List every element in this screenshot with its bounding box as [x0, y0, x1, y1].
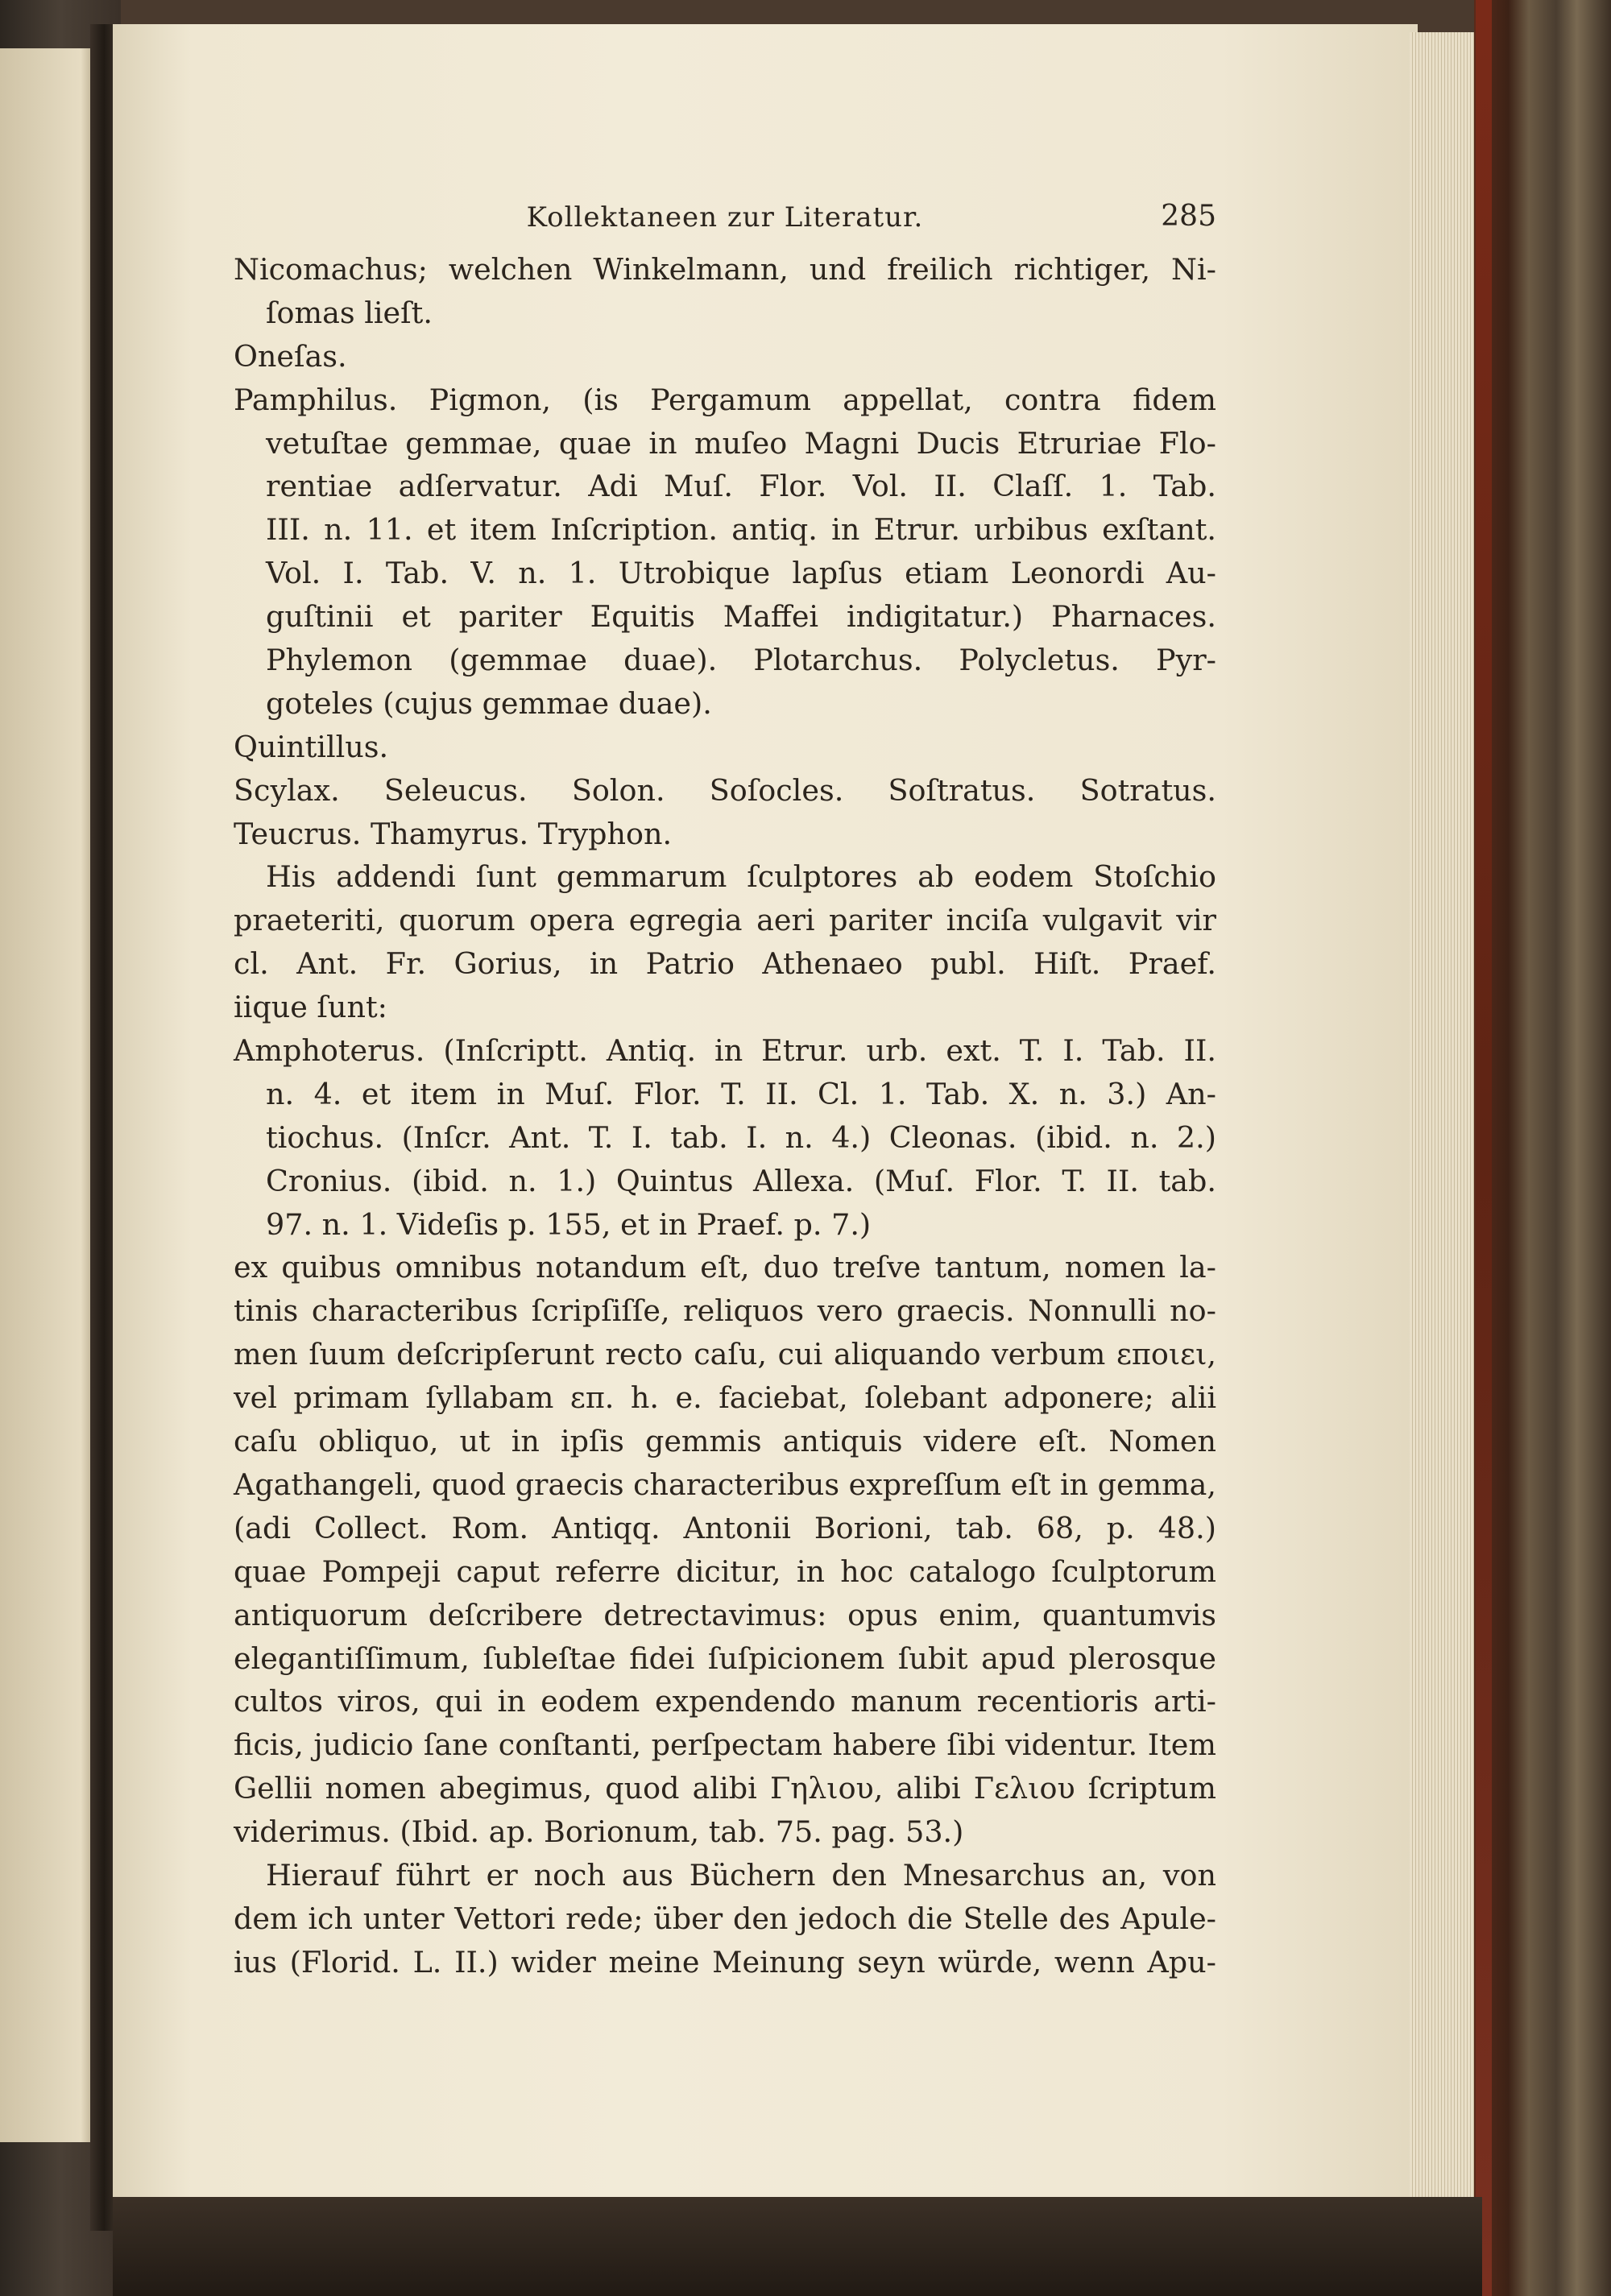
- text-line: Oneſas.: [234, 338, 347, 374]
- text-line: Pamphilus. Pigmon, (is Pergamum appellat, contra fidem: [234, 382, 1216, 417]
- text-line: His addendi ſunt gemmarum ſculptores ab eodem Stoſchio: [266, 859, 1216, 895]
- text-line: cultos viros, qui in eodem expendendo manum recentioris arti-: [234, 1684, 1216, 1719]
- text-line: III. n. 11. et item Inſcription. antiq. in Etrur. urbibus exſtant.: [266, 512, 1216, 548]
- text-line: Amphoterus. (Inſcriptt. Antiq. in Etrur. urb. ext. T. I. Tab. II.: [234, 1033, 1216, 1069]
- page-number: 285: [1161, 200, 1216, 233]
- bottom-shadow: [113, 2197, 1482, 2296]
- text-line: guſtinii et pariter Equitis Maffei indigitatur.) Pharnaces.: [266, 599, 1216, 635]
- page-header: [234, 192, 1216, 248]
- text-line: Scylax. Seleucus. Solon. Soſocles. Soſtratus. Sotratus.: [234, 772, 1216, 808]
- text-line: quae Pompeji caput referre dicitur, in hoc catalogo ſculptorum: [234, 1553, 1216, 1589]
- text-line: Vol. I. Tab. V. n. 1. Utrobique lapſus etiam Leonordi Au-: [266, 556, 1216, 591]
- cover-leather-edge: [1476, 0, 1492, 2296]
- running-head: Kollektaneen zur Literatur.: [526, 201, 924, 234]
- text-line: n. 4. et item in Muſ. Flor. T. II. Cl. 1. Tab. X. n. 3.) An-: [266, 1076, 1216, 1111]
- marbled-cover: [1474, 0, 1611, 2296]
- page-block-edges: [1410, 32, 1476, 2207]
- text-line: Phylemon (gemmae duae). Plotarchus. Polycletus. Pyr-: [266, 643, 1216, 678]
- facing-page-edge: [0, 48, 95, 2142]
- text-line: iique ſunt:: [234, 990, 387, 1025]
- text-line: cl. Ant. Fr. Gorius, in Patrio Athenaeo publ. Hiſt. Praef.: [234, 946, 1216, 982]
- text-line: Hierauf führt er noch aus Büchern den Mnesarchus an, von: [266, 1857, 1216, 1893]
- text-line: tinis characteribus ſcripſiſſe, reliquos vero graecis. Nonnulli no-: [234, 1293, 1216, 1329]
- text-line: ius (Florid. L. II.) wider meine Meinung seyn würde, wenn Apu-: [234, 1944, 1216, 1980]
- text-line: caſu obliquo, ut in ipſis gemmis antiquis videre eſt. Nomen: [234, 1424, 1216, 1459]
- text-line: (adi Collect. Rom. Antiqq. Antonii Borioni, tab. 68, p. 48.): [234, 1510, 1216, 1545]
- text-line: viderimus. (Ibid. ap. Borionum, tab. 75. pag. 53.): [234, 1814, 964, 1850]
- text-line: Teucrus. Thamyrus. Tryphon.: [234, 816, 673, 851]
- text-line: ficis, judicio ſane conſtanti, perſpectam habere ſibi videntur. Item: [234, 1727, 1216, 1763]
- text-line: ex quibus omnibus notandum eſt, duo treſve tantum, nomen la-: [234, 1250, 1216, 1285]
- text-line: men ſuum deſcripſerunt recto caſu, cui aliquando verbum εποιει,: [234, 1337, 1216, 1372]
- text-line: elegantiſſimum, ſubleſtae fidei ſuſpicionem ſubit apud plerosque: [234, 1640, 1216, 1676]
- text-line: Cronius. (ibid. n. 1.) Quintus Allexa. (Muſ. Flor. T. II. tab.: [266, 1163, 1216, 1198]
- text-line: ſomas lieſt.: [266, 295, 433, 330]
- text-line: praeteriti, quorum opera egregia aeri pariter inciſa vulgavit vir: [234, 903, 1216, 938]
- text-line: dem ich unter Vettori rede; über den jedoch die Stelle des Apule-: [234, 1901, 1216, 1936]
- page-text-block: [234, 192, 1216, 1984]
- text-line: rentiae adſervatur. Adi Muſ. Flor. Vol. II. Claſſ. 1. Tab.: [266, 469, 1216, 504]
- text-line: 97. n. 1. Videſis p. 155, et in Praef. p. 7.): [266, 1206, 872, 1242]
- text-line: Agathangeli, quod graecis characteribus expreſſum eſt in gemma,: [234, 1467, 1216, 1502]
- text-line: vel primam ſyllabam επ. h. e. faciebat, ſolebant adponere; alii: [234, 1380, 1216, 1416]
- text-line: tiochus. (Inſcr. Ant. T. I. tab. I. n. 4.) Cleonas. (ibid. n. 2.): [266, 1119, 1216, 1155]
- text-line: vetuſtae gemmae, quae in muſeo Magni Ducis Etruriae Flo-: [266, 425, 1216, 461]
- text-line: antiquorum deſcribere detrectavimus: opus enim, quantumvis: [234, 1597, 1216, 1632]
- text-line: Nicomachus; welchen Winkelmann, und freilich richtiger, Ni-: [234, 252, 1216, 287]
- text-line: Quintillus.: [234, 729, 389, 764]
- text-line: Gellii nomen abegimus, quod alibi Γηλιου, alibi Γελιου ſcriptum: [234, 1771, 1216, 1806]
- text-line: goteles (cujus gemmae duae).: [266, 685, 712, 721]
